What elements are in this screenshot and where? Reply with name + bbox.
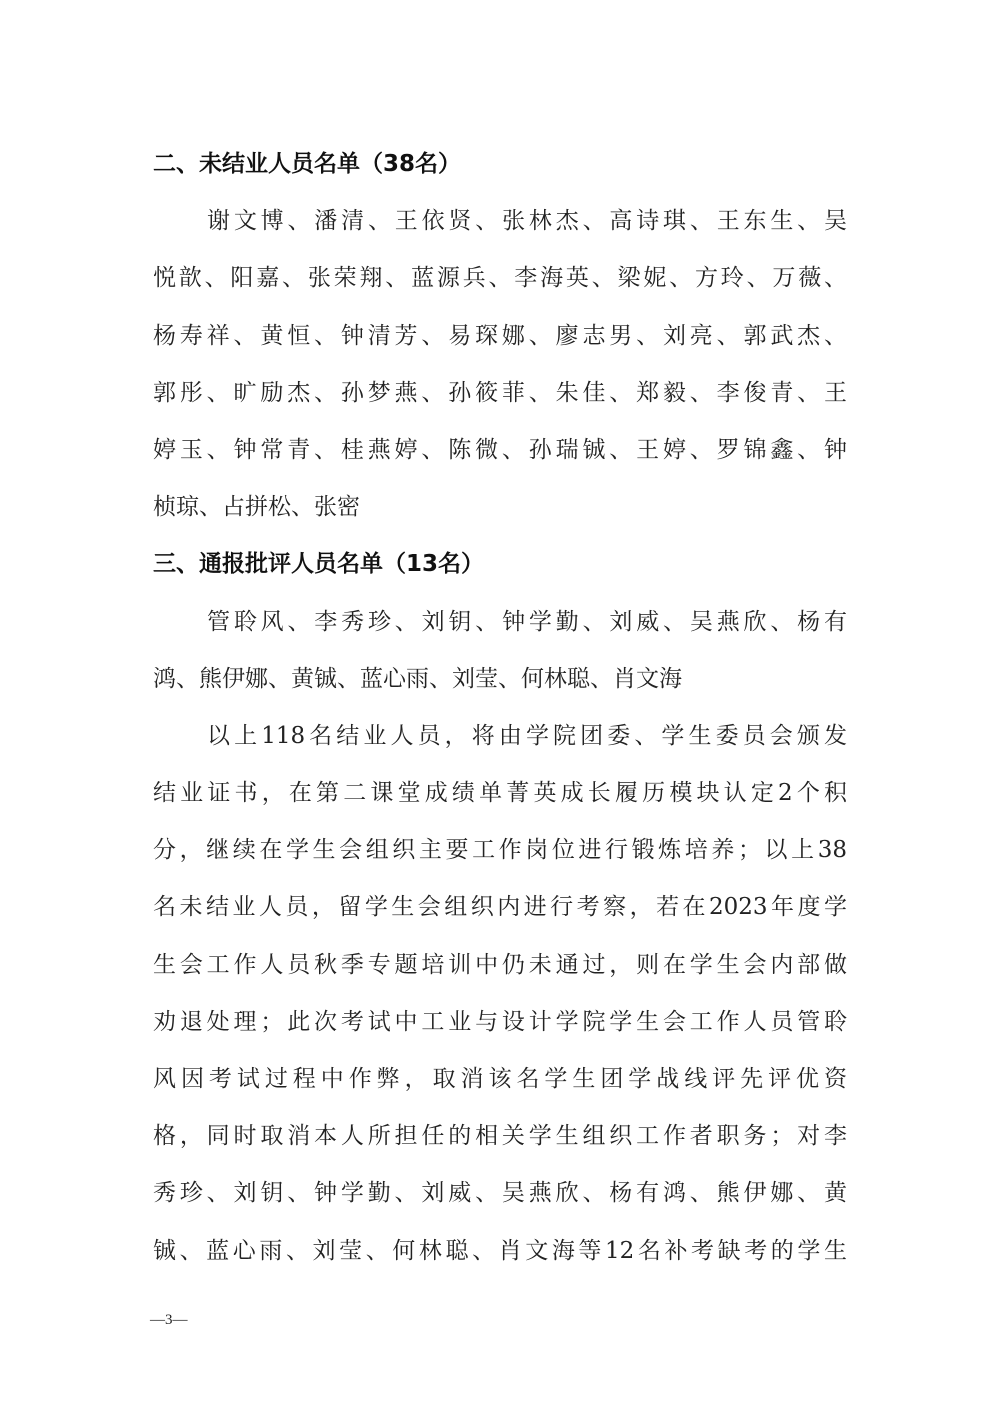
page-number: —3—: [150, 1312, 188, 1328]
paragraph-line: 劝退处理；此次考试中工业与设计学院学生会工作人员管聆: [153, 1008, 847, 1035]
paragraph-line: 秀珍、刘钥、钟学勤、刘威、吴燕欣、杨有鸿、熊伊娜、黄: [153, 1180, 847, 1207]
paragraph-line: 生会工作人员秋季专题培训中仍未通过，则在学生会内部做: [153, 951, 847, 978]
section2-line: 婷玉、钟常青、桂燕婷、陈微、孙瑞铖、王婷、罗锦鑫、钟: [153, 436, 847, 463]
section3-line: 鸿、熊伊娜、黄铖、蓝心雨、刘莹、何林聪、肖文海: [153, 665, 682, 692]
section2-line: 悦歆、阳嘉、张荣翔、蓝源兵、李海英、梁妮、方玲、万薇、: [153, 265, 847, 292]
paragraph-line: 风因考试过程中作弊，取消该名学生团学战线评先评优资: [153, 1066, 847, 1092]
paragraph-line: 格，同时取消本人所担任的相关学生组织工作者职务；对李: [153, 1123, 847, 1150]
section3-heading: 三、通报批评人员名单（13名）: [153, 551, 485, 578]
section2-line: 郭彤、旷励杰、孙梦燕、孙筱菲、朱佳、郑毅、李俊青、王: [153, 379, 847, 406]
paragraph-line: 名未结业人员，留学生会组织内进行考察，若在2023年度学: [153, 894, 847, 921]
section2-line: 桢琼、占拼松、张密: [153, 494, 360, 521]
paragraph-line: 铖、蓝心雨、刘莹、何林聪、肖文海等12名补考缺考的学生: [153, 1237, 847, 1264]
paragraph-line: 分，继续在学生会组织主要工作岗位进行锻炼培养；以上38: [153, 837, 847, 864]
section2-heading: 二、未结业人员名单（38名）: [153, 151, 462, 177]
document-page: [153, 136, 847, 1280]
section2-line: 谢文博、潘清、王依贤、张林杰、高诗琪、王东生、吴: [207, 208, 847, 235]
paragraph-line: 以上118名结业人员，将由学院团委、学生委员会颁发: [207, 722, 847, 749]
section2-line: 杨寿祥、黄恒、钟清芳、易琛娜、廖志男、刘亮、郭武杰、: [153, 322, 847, 349]
paragraph-line: 结业证书，在第二课堂成绩单菁英成长履历模块认定2个积: [153, 780, 847, 807]
section3-line: 管聆风、李秀珍、刘钥、钟学勤、刘威、吴燕欣、杨有: [207, 608, 847, 635]
